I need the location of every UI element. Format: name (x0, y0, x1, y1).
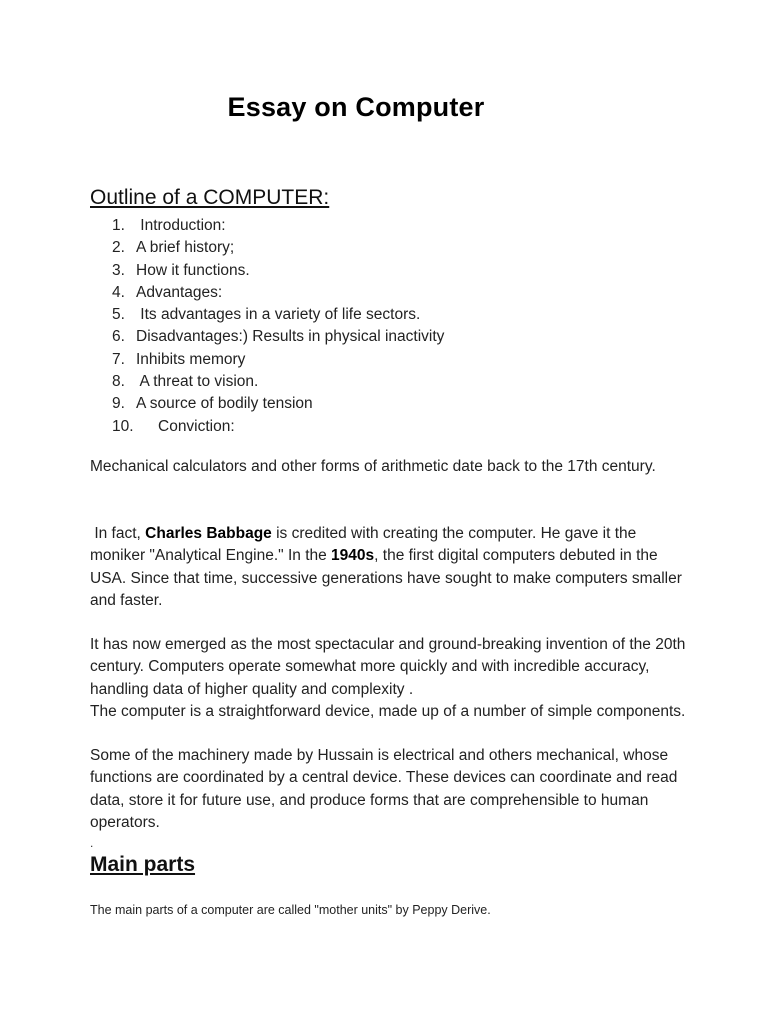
list-item (112, 304, 444, 326)
list-item-number: 8. (112, 373, 125, 391)
list-item-text: A brief history; (136, 239, 235, 257)
main-parts-text: The main parts of a computer are called "mother units" by Peppy Derive. (90, 903, 491, 917)
page-title: Essay on Computer (227, 92, 485, 122)
outline-heading: Outline of a COMPUTER: (90, 186, 330, 209)
paragraph-components: The computer is a straightforward device, made up of a number of simple components. (90, 703, 686, 720)
list-item-text: Inhibits memory (136, 350, 246, 368)
paragraph-babbage-text: , the first digital computers debuted in the USA. Since that time, successive generations have sought to make computers smaller and faster. (90, 547, 687, 609)
list-item (112, 282, 444, 304)
babbage-name: Charles Babbage (145, 525, 272, 542)
list-item (112, 393, 444, 415)
list-item-number: 9. (112, 395, 125, 413)
list-item-number: 6. (112, 328, 125, 346)
list-item-text: Introduction: (136, 217, 226, 234)
list-item (112, 416, 444, 438)
list-item (112, 260, 444, 282)
list-item (112, 215, 444, 237)
list-item-text: Advantages: (136, 283, 223, 301)
list-item-number: 5. (112, 306, 125, 324)
list-item-text: How it functions. (136, 261, 250, 279)
list-item (112, 326, 444, 348)
list-item-number: 10. (112, 417, 134, 435)
paragraph-invention: It has now emerged as the most spectacular and ground-breaking invention of the 20th century. Computers operate somewhat more quickly and with incredible accuracy, handling data of higher quality and complexity . (90, 636, 686, 698)
decade-1940s: 1940s (331, 547, 375, 565)
list-item-number: 3. (112, 261, 125, 279)
list-item-text: Its advantages in a variety of life sectors. (136, 306, 421, 324)
paragraph-babbage-text: In fact, (90, 525, 146, 542)
paragraph-history: Mechanical calculators and other forms of arithmetic date back to the 17th century. (90, 458, 656, 475)
main-parts-heading: Main parts (90, 853, 196, 876)
outline-list (112, 215, 444, 438)
paragraph-machinery: Some of the machinery made by Hussain is electrical and others mechanical, whose functions are coordinated by a central device. These devices can coordinate and read data, store it for future use, and produce forms that are comprehensible to human operators. (90, 747, 678, 831)
list-item (112, 371, 444, 393)
list-item (112, 237, 444, 259)
list-item (112, 349, 444, 371)
list-item-text: Disadvantages:) Results in physical inactivity (136, 328, 445, 346)
list-item-number: 1. (112, 217, 125, 234)
list-item-text: A threat to vision. (136, 373, 259, 391)
list-item-number: 7. (112, 350, 125, 368)
paragraph-babbage (90, 523, 690, 612)
list-item-text: A source of bodily tension (136, 395, 313, 413)
paragraph-babbage-text: is credited with creating the computer. He gave it the moniker "Analytical Engine." In the (90, 525, 641, 565)
list-item-number: 2. (112, 239, 125, 257)
stray-dot: . (90, 836, 94, 850)
list-item-text: Conviction: (158, 417, 235, 435)
list-item-number: 4. (112, 283, 125, 301)
